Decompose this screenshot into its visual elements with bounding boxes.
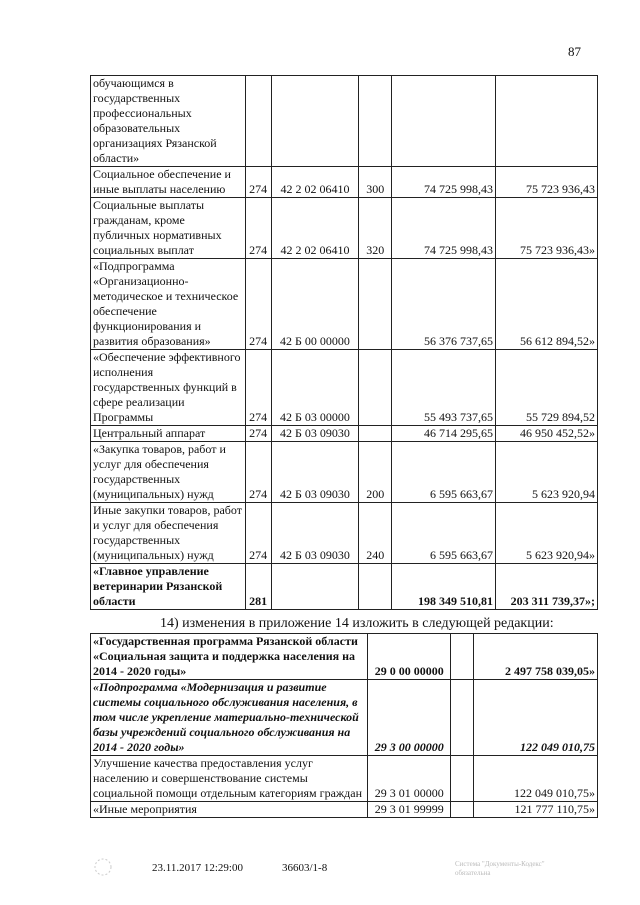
row-name: Иные закупки товаров, работ и услуг для обеспечения государственных (муниципальных) нужд	[91, 503, 246, 564]
row-vr	[451, 756, 474, 802]
row-sum-y2: 203 311 739,37»;	[496, 564, 598, 610]
table-row	[91, 442, 598, 503]
row-gr: 274	[245, 259, 271, 350]
row-vr: 320	[359, 198, 392, 259]
scan-mark-icon	[92, 856, 114, 878]
row-name: «Обеспечение эффективного исполнения государственных функций в сфере реализации Программы	[91, 350, 246, 426]
row-sum-y1: 74 725 998,43	[392, 167, 496, 198]
row-sum-y2: 75 723 936,43»	[496, 198, 598, 259]
amendment-intro-text: 14) изменения в приложение 14 изложить в следующей редакции:	[160, 616, 554, 631]
table-row	[91, 564, 598, 610]
row-sum: 121 777 110,75»	[474, 802, 598, 818]
row-name: обучающимся в государственных профессиональных образовательных организациях Рязанской области»	[91, 76, 246, 167]
row-name: Центральный аппарат	[91, 426, 246, 442]
footer-date: 23.11.2017 12:29:00	[152, 862, 243, 874]
row-vr	[359, 259, 392, 350]
footer-doc-number: 36603/1-8	[282, 862, 328, 874]
table-row	[91, 76, 598, 167]
page-number: 87	[568, 44, 581, 59]
table-row	[91, 634, 598, 680]
table-row	[91, 756, 598, 802]
row-gr: 274	[245, 198, 271, 259]
row-vr: 300	[359, 167, 392, 198]
row-sum-y1: 6 595 663,67	[392, 503, 496, 564]
row-csr: 42 Б 03 00000	[271, 350, 359, 426]
row-sum-y2: 75 723 936,43	[496, 167, 598, 198]
row-sum-y2: 5 623 920,94	[496, 442, 598, 503]
row-name: Социальные выплаты гражданам, кроме публичных нормативных социальных выплат	[91, 198, 246, 259]
row-name: Социальное обеспечение и иные выплаты населению	[91, 167, 246, 198]
budget-table-departments	[90, 75, 598, 610]
row-sum-y2	[496, 76, 598, 167]
row-vr	[451, 680, 474, 756]
row-sum-y1	[392, 76, 496, 167]
row-sum-y2: 5 623 920,94»	[496, 503, 598, 564]
row-vr	[359, 564, 392, 610]
row-name: Улучшение качества предоставления услуг населению и совершенствование системы социальной помощи отдельным категориям граждан	[91, 756, 368, 802]
row-gr: 274	[245, 167, 271, 198]
table-row	[91, 680, 598, 756]
table-row	[91, 426, 598, 442]
row-name: «Подпрограмма «Модернизация и развитие системы социального обслуживания населения, в том числе укрепление материально-технической базы учреждений социального обслуживания на 2014 - 2020 годы»	[91, 680, 368, 756]
row-vr	[451, 802, 474, 818]
row-sum-y1: 46 714 295,65	[392, 426, 496, 442]
row-csr	[271, 76, 359, 167]
row-csr: 42 Б 03 09030	[271, 503, 359, 564]
row-csr: 29 3 00 00000	[368, 680, 451, 756]
watermark-stamp: Система "Документы-Кодекс" обязательна	[455, 860, 545, 877]
row-sum-y1: 56 376 737,65	[392, 259, 496, 350]
row-vr	[359, 350, 392, 426]
row-sum-y2: 56 612 894,52»	[496, 259, 598, 350]
row-gr: 281	[245, 564, 271, 610]
row-gr: 274	[245, 426, 271, 442]
table-row	[91, 350, 598, 426]
row-name: «Иные мероприятия	[91, 802, 368, 818]
row-sum-y1: 74 725 998,43	[392, 198, 496, 259]
row-gr: 274	[245, 503, 271, 564]
budget-table-programs	[90, 633, 598, 818]
table-row	[91, 198, 598, 259]
row-sum-y1: 55 493 737,65	[392, 350, 496, 426]
row-csr	[271, 564, 359, 610]
row-sum-y1: 198 349 510,81	[392, 564, 496, 610]
row-sum-y2: 46 950 452,52»	[496, 426, 598, 442]
row-sum: 122 049 010,75»	[474, 756, 598, 802]
table-row	[91, 802, 598, 818]
row-csr: 29 3 01 99999	[368, 802, 451, 818]
row-vr	[451, 634, 474, 680]
row-sum: 122 049 010,75	[474, 680, 598, 756]
row-gr: 274	[245, 442, 271, 503]
row-csr: 42 Б 03 09030	[271, 426, 359, 442]
row-csr: 42 Б 00 00000	[271, 259, 359, 350]
row-name: «Государственная программа Рязанской области «Социальная защита и поддержка населения на 2014 - 2020 годы»	[91, 634, 368, 680]
row-vr: 240	[359, 503, 392, 564]
row-sum: 2 497 758 039,05»	[474, 634, 598, 680]
row-vr	[359, 76, 392, 167]
table-row	[91, 503, 598, 564]
row-gr: 274	[245, 350, 271, 426]
row-csr: 29 3 01 00000	[368, 756, 451, 802]
row-name: «Закупка товаров, работ и услуг для обеспечения государственных (муниципальных) нужд	[91, 442, 246, 503]
row-csr: 29 0 00 00000	[368, 634, 451, 680]
row-name: «Подпрограмма «Организационно-методическое и техническое обеспечение функционирования и развития образования»	[91, 259, 246, 350]
row-sum-y2: 55 729 894,52	[496, 350, 598, 426]
table-row	[91, 167, 598, 198]
row-name: «Главное управление ветеринарии Рязанской области	[91, 564, 246, 610]
row-vr: 200	[359, 442, 392, 503]
row-vr	[359, 426, 392, 442]
table-row	[91, 259, 598, 350]
row-csr: 42 2 02 06410	[271, 167, 359, 198]
row-csr: 42 2 02 06410	[271, 198, 359, 259]
row-sum-y1: 6 595 663,67	[392, 442, 496, 503]
row-csr: 42 Б 03 09030	[271, 442, 359, 503]
row-gr	[245, 76, 271, 167]
